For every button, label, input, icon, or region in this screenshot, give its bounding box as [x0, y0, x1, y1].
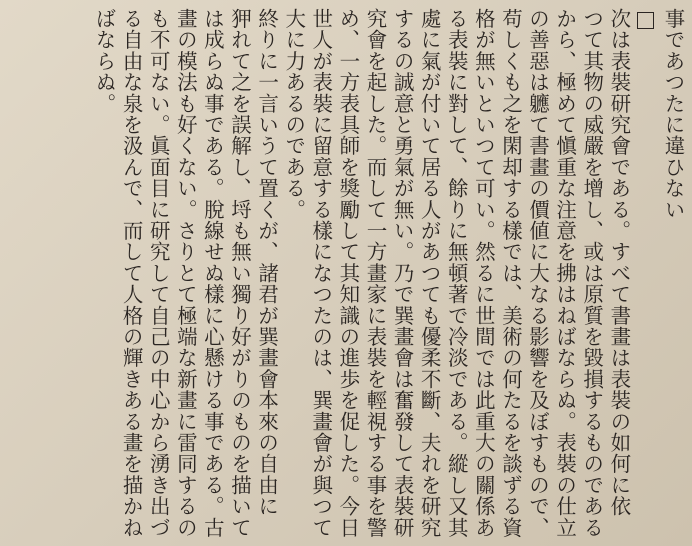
text-column: 究會を起した。而して一方畫家に表裝を輕視する事を警 [362, 8, 387, 538]
text-column: 處に氣が付いて居る人があつても優柔不斷、夫れを研究 [417, 8, 442, 538]
text-column: するの誠意と勇氣が無い。乃で巽畫會は奮發して表裝研 [390, 8, 415, 538]
text-column: 事であつたに違ひない [661, 8, 685, 220]
section-break [632, 8, 659, 540]
text-column: つて其物の威嚴を增し、或は原質を毀損するものである [579, 8, 604, 538]
text-column: 世人が表裝に留意する樣になつたのは、巽畫會が與つて [308, 8, 333, 538]
text-column: の善惡は軈て書畫の價値に大なる影響を及ぼすもので、 [525, 8, 550, 538]
text-column: 畫の模法も好くない。さりとて極端な新畫に雷同するの [173, 8, 198, 538]
vertical-text-body [4, 8, 686, 540]
text-column: 狎れて之を誤解し、埒も無い獨り好がりのものを描いて [227, 8, 252, 538]
text-column: から、極めて愼重な注意を拂はねばならぬ。表裝の仕立 [552, 8, 577, 538]
text-column: 大に力あるのである。 [281, 8, 306, 220]
text-column: ばならぬ。 [92, 8, 117, 114]
text-column: め、一方表具師を獎勵して其知識の進歩を促した。今日 [335, 8, 360, 538]
text-column: る表裝に對して、餘りに無頓著で冷淡である。縱し又其 [444, 8, 469, 538]
text-column: は成らぬ事である。脫線せぬ樣に心懸ける事である。古 [200, 8, 225, 538]
text-column: 苟しくも之を閑却する樣では、美術の何たるを談ずる資 [498, 8, 523, 538]
text-column: 次は表裝研究會である。すべて書畫は表裝の如何に依 [606, 8, 631, 517]
text-column: も不可ない。眞面目に研究して自己の中心から湧き出づ [146, 8, 171, 538]
text-column: 終りに一言いうて置くが、諸君が巽畫會本來の自由に [254, 8, 279, 517]
section-mark-box [637, 12, 654, 29]
text-column: る自由な泉を汲んで、而して人格の輝きある畫を描かね [119, 8, 144, 538]
text-column: 格が無いといつて可い。然るに世間では此重大の關係あ [471, 8, 496, 538]
